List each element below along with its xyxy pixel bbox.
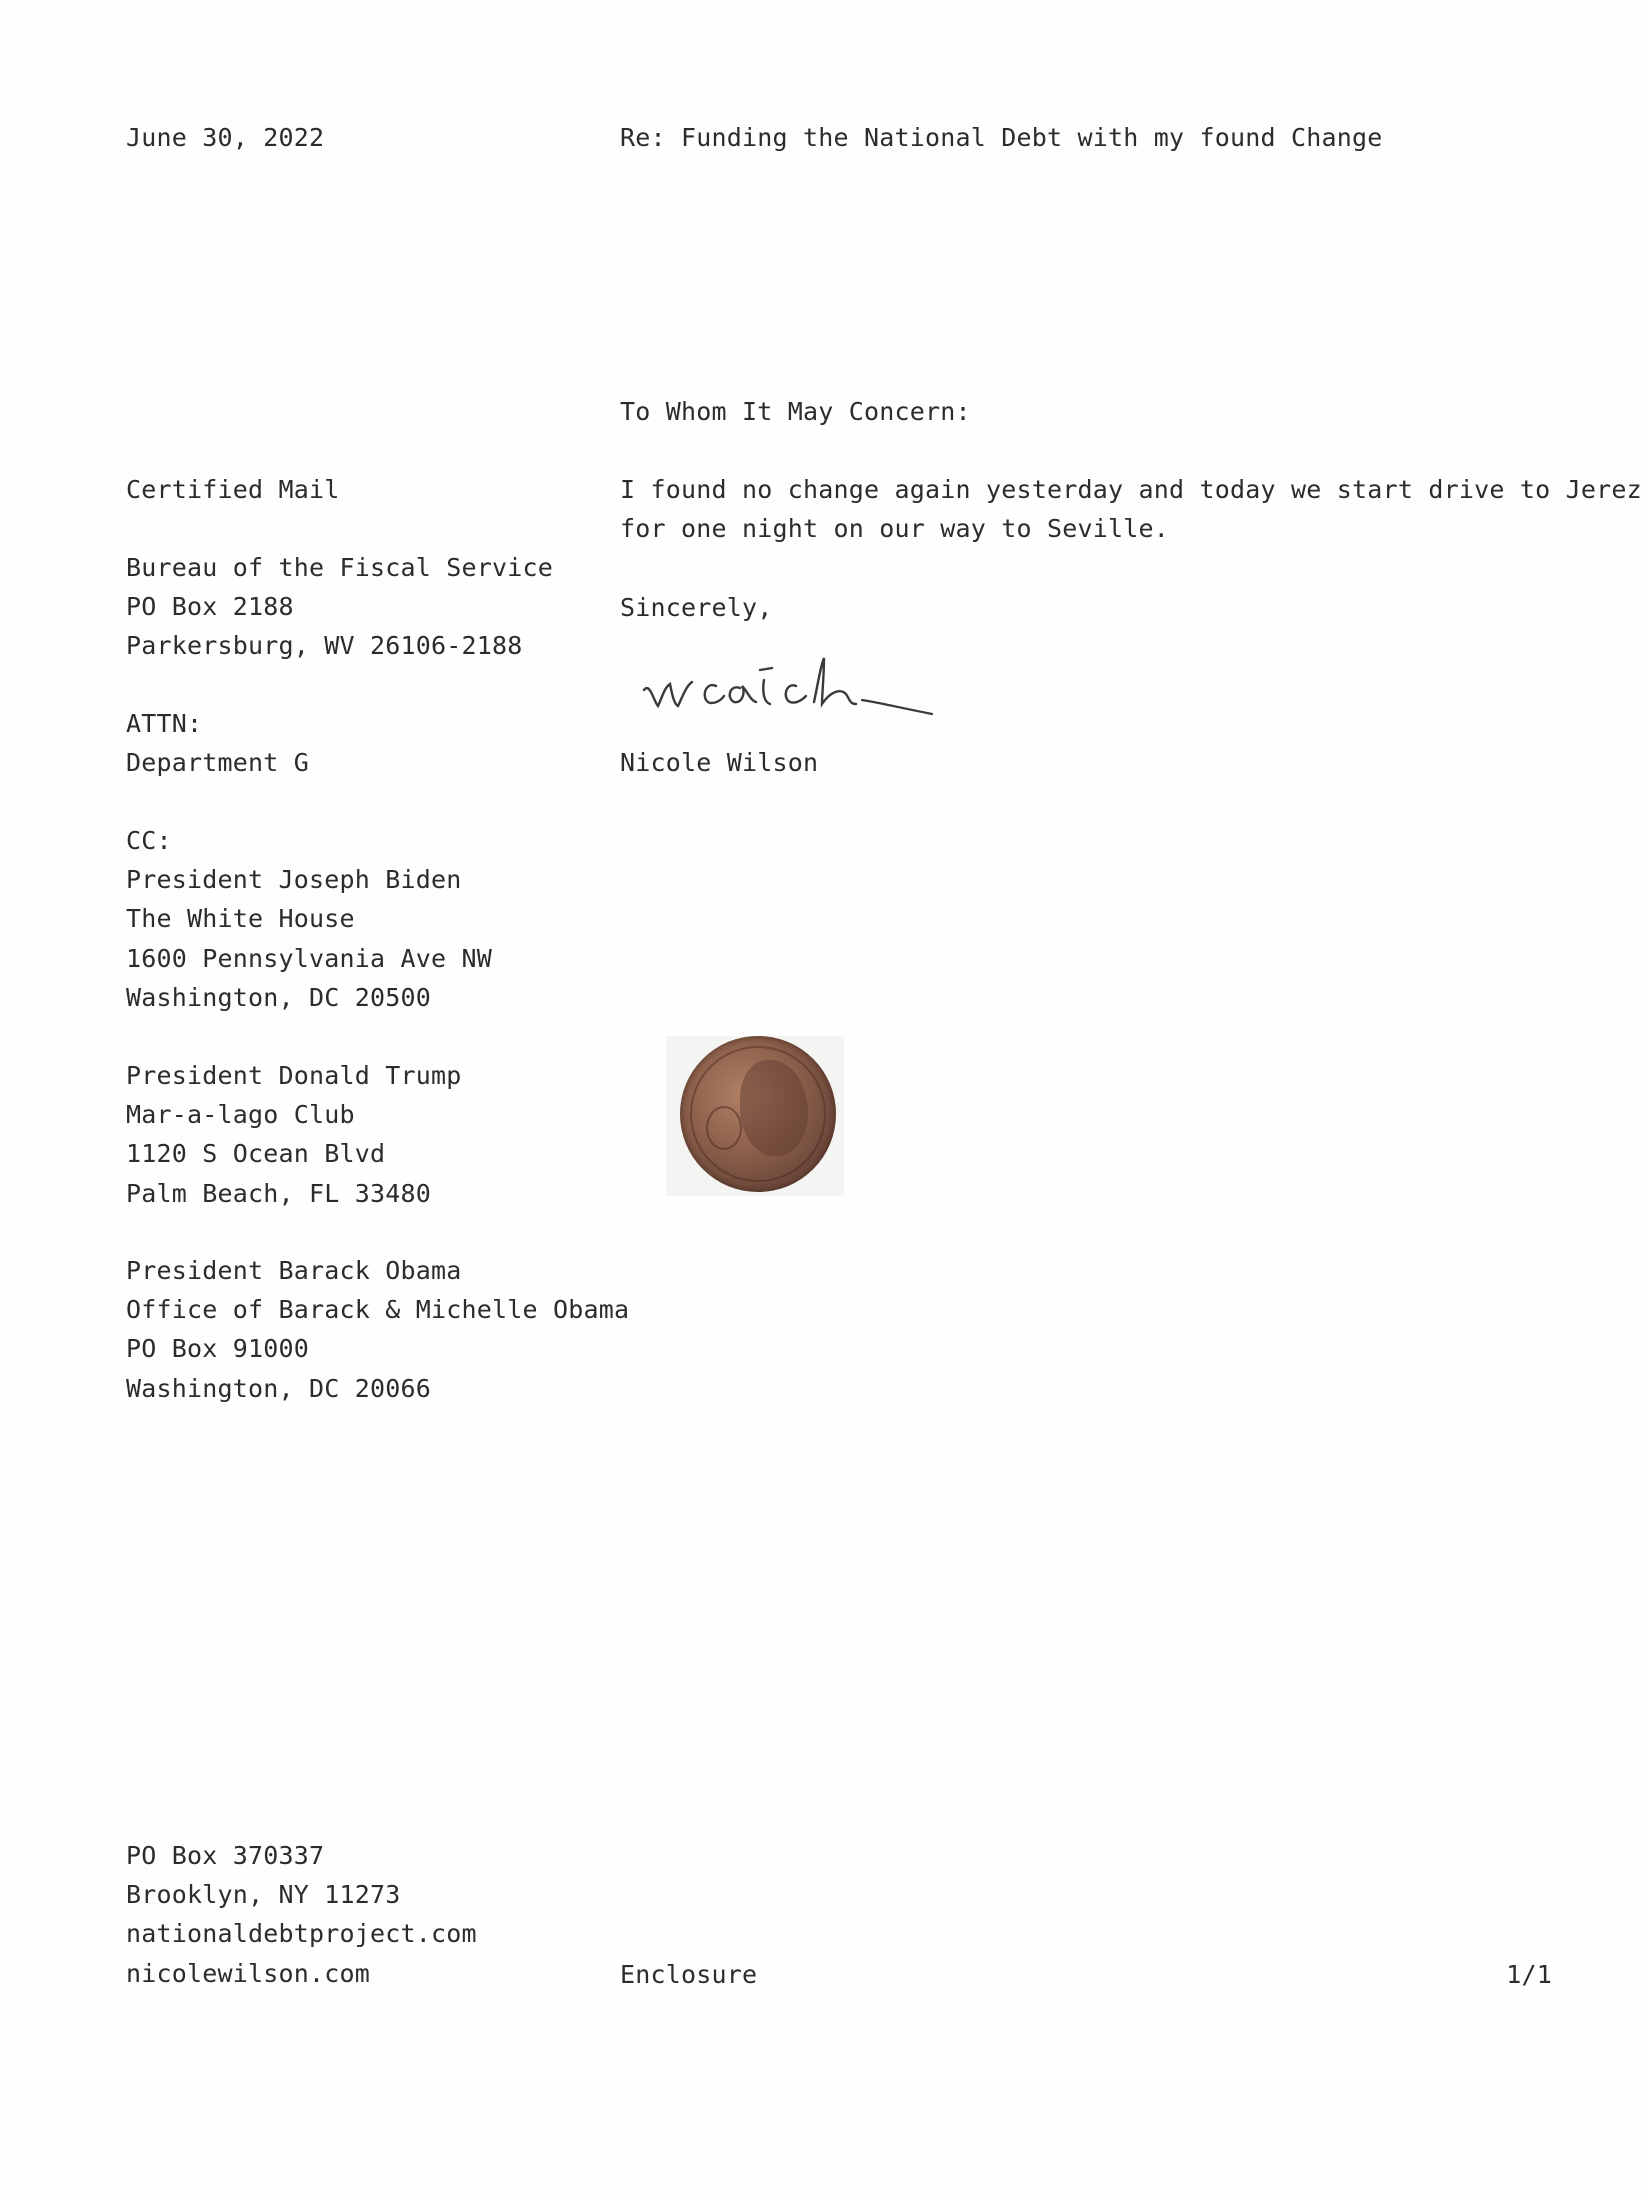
paragraph-line: for one night on our way to Seville. [620, 514, 1170, 544]
closing: Sincerely, [620, 593, 773, 622]
enclosure-label: Enclosure [620, 1960, 758, 1989]
sender-line: PO Box 370337 [126, 1841, 325, 1870]
attn-value: Department G [126, 748, 310, 778]
letter-subject: Re: Funding the National Debt with my found Change [620, 123, 1383, 152]
body-paragraph [620, 470, 1642, 548]
paragraph-line: I found no change again yesterday and today we start drive to Jerez [620, 475, 1642, 504]
coin [680, 1036, 836, 1192]
cc-line: 1120 S Ocean Blvd [126, 1139, 386, 1169]
cc-line: President Barack Obama [126, 1256, 462, 1285]
cc-block [126, 821, 492, 1017]
cc-label: CC: [126, 826, 172, 855]
cc-line: President Joseph Biden [126, 865, 462, 895]
cc-line: Palm Beach, FL 33480 [126, 1178, 432, 1208]
cc-line: Office of Barack & Michelle Obama [126, 1295, 630, 1325]
signer-name: Nicole Wilson [620, 748, 819, 777]
salutation: To Whom It May Concern: [620, 397, 971, 426]
cc-line: The White House [126, 904, 355, 934]
letter-date: June 30, 2022 [126, 123, 325, 152]
cc-line: PO Box 91000 [126, 1334, 310, 1364]
handwritten-signature [636, 640, 956, 730]
cc-line: Washington, DC 20500 [126, 982, 432, 1012]
cc-line: Mar-a-lago Club [126, 1100, 355, 1130]
cc-line: 1600 Pennsylvania Ave NW [126, 943, 493, 973]
cc-line: President Donald Trump [126, 1061, 462, 1090]
coin-detail [706, 1106, 742, 1150]
sender-website: nationaldebtproject.com [126, 1919, 477, 1949]
address-line: Bureau of the Fiscal Service [126, 553, 554, 582]
attn-block [126, 704, 309, 782]
cc-line: Washington, DC 20066 [126, 1373, 432, 1403]
address-line: Parkersburg, WV 26106-2188 [126, 631, 523, 661]
sender-website: nicolewilson.com [126, 1958, 371, 1988]
page-number: 1/1 [1506, 1960, 1552, 1989]
recipient-address [126, 548, 553, 666]
attn-label: ATTN: [126, 709, 203, 738]
penny-coin-icon [666, 1036, 844, 1196]
cc-recipient [126, 1056, 462, 1213]
cc-recipient [126, 1251, 629, 1408]
sender-address [126, 1836, 477, 1993]
address-line: PO Box 2188 [126, 592, 294, 622]
sender-line: Brooklyn, NY 11273 [126, 1880, 401, 1910]
delivery-method: Certified Mail [126, 475, 340, 504]
